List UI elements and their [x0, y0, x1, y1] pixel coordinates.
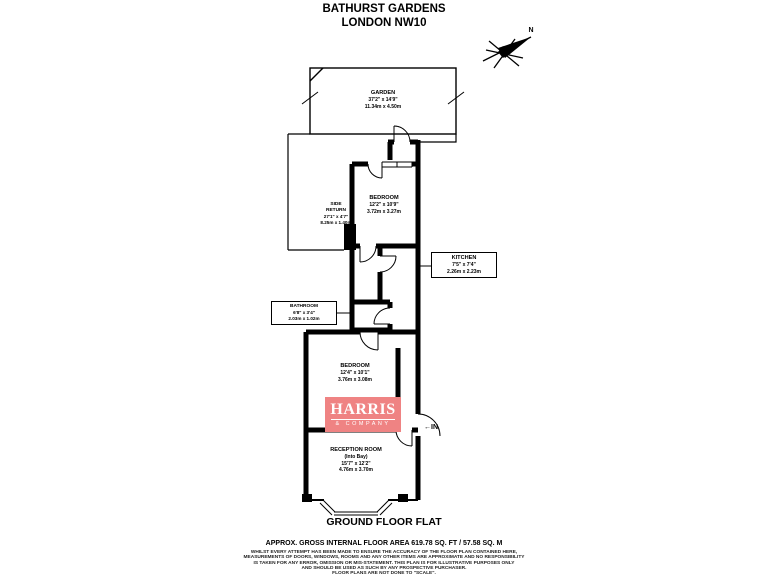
kitchen-label: [431, 252, 497, 278]
floor-area-text: APPROX. GROSS INTERNAL FLOOR AREA 619.78 SQ. FT / 57.58 SQ. M: [265, 540, 503, 547]
kitchen-metric: 2.26m x 2.23m: [447, 268, 481, 275]
bathroom-name: BATHROOM: [290, 304, 318, 309]
bedroom-front-imperial: 12'4" x 10'1": [340, 370, 370, 377]
bedroom-rear-metric: 3.72m x 3.27m: [367, 208, 401, 215]
side-return-metric: 8.25m x 1.40m: [320, 220, 352, 226]
reception-metric: 4.76m x 3.70m: [339, 467, 373, 474]
bedroom-front-name: BEDROOM: [340, 363, 370, 369]
floor-title: GROUND FLOOR FLAT: [326, 516, 442, 528]
disclaimer-text: [0, 550, 768, 576]
entrance-label: [424, 424, 438, 431]
title-line-1: BATHURST GARDENS: [322, 3, 446, 15]
bathroom-imperial: 6'8" x 3'4": [293, 310, 315, 316]
bedroom-front-label: [312, 363, 398, 383]
reception-imperial: 15'7" x 12'2": [341, 460, 371, 467]
side-return-name-1: SIDE: [330, 202, 342, 207]
kitchen-imperial: 7'5" x 7'4": [452, 262, 476, 269]
side-return-name-2: RETURN: [326, 208, 346, 214]
bedroom-rear-label: [352, 195, 416, 215]
title-line-2: LONDON NW10: [341, 17, 427, 30]
boundary-lines: [288, 134, 456, 250]
reception-qualifier: (Into Bay): [344, 454, 368, 461]
compass-n-label: N: [528, 27, 534, 34]
garden-metric: 11.34m x 4.50m: [364, 103, 402, 110]
bedroom-rear-imperial: 12'2" x 10'9": [369, 202, 399, 209]
kitchen-name: KITCHEN: [451, 255, 477, 261]
logo-subname: & COMPANY: [331, 419, 395, 427]
garden-name: GARDEN: [370, 90, 396, 96]
disclaimer-line-5: FLOOR PLANS ARE NOT DONE TO "SCALE".: [332, 571, 436, 576]
garden-imperial: 37'2" x 14'9": [368, 97, 398, 104]
bedroom-front-metric: 3.76m x 3.08m: [338, 376, 372, 383]
bathroom-metric: 2.03m x 1.02m: [288, 316, 320, 322]
logo-name: HARRIS: [330, 400, 396, 418]
harris-company-logo: [325, 397, 401, 432]
reception-label: [306, 447, 406, 474]
reception-name: RECEPTION ROOM: [330, 447, 382, 453]
disclaimer-line-4: AND SHOULD BE USED AS SUCH BY ANY PROSPECTIVE PURCHASER.: [301, 566, 467, 572]
disclaimer-line-1: WHILST EVERY ATTEMPT HAS BEEN MADE TO ENSURE THE ACCURACY OF THE FLOOR PLAN CONTAINED HERE,: [250, 550, 518, 555]
side-return-imperial: 27'1" x 4'7": [323, 214, 349, 220]
bathroom-label: [271, 301, 337, 325]
disclaimer-line-2: MEASUREMENTS OF DOORS, WINDOWS, ROOMS AND ANY OTHER ITEMS ARE APPROXIMATE AND NO RESPONSIBILITY: [243, 555, 525, 561]
in-text: IN: [431, 424, 438, 431]
bedroom-rear-name: BEDROOM: [369, 195, 399, 201]
disclaimer-line-3: IS TAKEN FOR ANY ERROR, OMISSION OR MIS-STATEMENT. THIS PLAN IS FOR ILLUSTRATIVE PURPOSES ONLY: [253, 560, 515, 566]
compass-icon: [483, 27, 534, 68]
in-arrow-icon: ←: [424, 424, 431, 431]
garden-label: [310, 90, 456, 110]
